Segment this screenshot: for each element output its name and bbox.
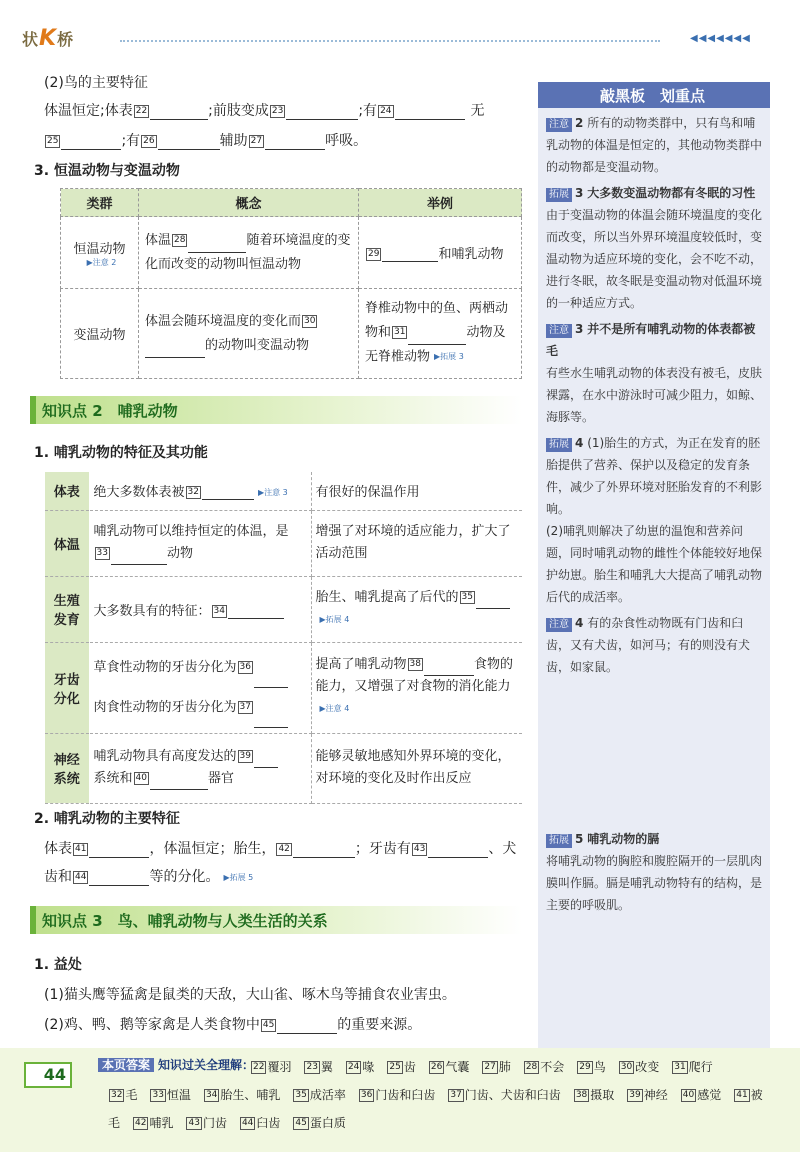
blank-number: 25 xyxy=(47,135,59,146)
extension-3 xyxy=(546,182,764,314)
kp2-title: 知识点 2 哺乳动物 xyxy=(42,402,178,420)
kp3-banner xyxy=(30,906,522,934)
answer-number: 29 xyxy=(579,1062,591,1072)
sidebar-title: 敲黑板 划重点 xyxy=(538,82,770,108)
answer-item xyxy=(185,1116,226,1130)
kp2-sub1: 1. 哺乳动物的特征及其功能 xyxy=(34,445,208,461)
kp3-sub1: 1. 益处 xyxy=(34,957,82,973)
text: 体温会随环境温度的变化而 xyxy=(145,313,302,329)
note-number: 3 xyxy=(575,186,584,200)
text: 草食性动物的牙齿分化为 xyxy=(93,659,237,675)
note-text: (2)哺乳则解决了幼崽的温饱和营养问题，同时哺乳动物的雌性个体能较好地保护幼崽。胎生和哺乳大大提高了哺乳动物后代的成活率。 xyxy=(546,524,763,604)
answer-text: 改变 xyxy=(635,1060,660,1074)
kp2-sub2: 2. 哺乳动物的主要特征 xyxy=(34,811,180,827)
answer-number: 37 xyxy=(450,1090,462,1100)
answer-text: 门齿、犬齿和臼齿 xyxy=(464,1088,561,1102)
blank-39[interactable] xyxy=(254,752,278,768)
answer-item xyxy=(108,1116,120,1130)
note-tag: 注意 xyxy=(546,118,572,132)
mammal-features-line1 xyxy=(44,838,516,858)
row-head: 体温 xyxy=(45,510,89,576)
answer-number: 34 xyxy=(205,1090,218,1100)
note-number: 4 xyxy=(575,616,584,630)
header-divider xyxy=(120,40,660,42)
extension-5 xyxy=(546,828,764,916)
blank-42[interactable] xyxy=(293,842,355,858)
answer-number: 41 xyxy=(736,1090,748,1100)
col-header: 举例 xyxy=(359,189,522,217)
answer-item xyxy=(680,1088,721,1102)
answer-text: 感觉 xyxy=(697,1088,722,1102)
answer-item xyxy=(345,1060,374,1074)
answer-item xyxy=(358,1088,435,1102)
note-number: 5 xyxy=(575,832,584,846)
blank-number: 28 xyxy=(174,234,186,245)
extension-tag: 拓展 xyxy=(546,438,572,452)
temp-table xyxy=(60,188,522,379)
table-cell xyxy=(89,576,311,642)
note-number: 2 xyxy=(575,116,584,130)
answer-item xyxy=(618,1060,659,1074)
blank-30[interactable] xyxy=(145,342,205,358)
blank-number: 36 xyxy=(239,661,251,672)
table-cell: 能够灵敏地感知外界环境的变化，对环境的变化及时作出反应 xyxy=(311,733,522,803)
table-cell xyxy=(311,642,522,733)
blank-number: 24 xyxy=(380,105,392,116)
answer-item xyxy=(626,1088,667,1102)
answer-text: 气囊 xyxy=(445,1060,470,1074)
text: ，体温恒定；胎生， xyxy=(149,841,276,857)
answer-text: 爬行 xyxy=(688,1060,713,1074)
table-cell xyxy=(311,576,522,642)
extension-4 xyxy=(546,432,764,608)
note-text: 将哺乳动物的胸腔和腹腔隔开的一层肌肉膜叫作膈。膈是哺乳动物特有的结构，是主要的呼吸肌。 xyxy=(546,854,763,912)
answer-text: 齿 xyxy=(403,1060,416,1074)
row-head: 体表 xyxy=(45,472,89,510)
note-text: 由于变温动物的体温会随环境温度的变化而改变，所以当外界环境温度较低时，变温动物为适应环境的变化，会不吃不动，进行冬眠，故冬眠是变温动物对低温环境的一种适应方式。 xyxy=(546,208,763,310)
sidebar-notes xyxy=(538,82,770,1050)
answer-text: 成活率 xyxy=(309,1088,346,1102)
answer-text: 鸟 xyxy=(593,1060,606,1074)
table-cell xyxy=(89,472,311,510)
table-cell xyxy=(89,733,311,803)
text: 、犬 xyxy=(488,841,517,857)
note-number: 4 xyxy=(575,436,584,450)
blank-32[interactable] xyxy=(202,484,254,500)
note-tag[interactable]: ▶注意 3 xyxy=(257,488,288,498)
blank-25[interactable] xyxy=(61,134,121,150)
text: 无 xyxy=(470,103,485,119)
answer-item xyxy=(239,1116,280,1130)
answer-text: 神经 xyxy=(643,1088,668,1102)
answers-row-2 xyxy=(108,1086,775,1103)
extension-tag[interactable]: ▶拓展 4 xyxy=(319,614,350,624)
answer-number: 42 xyxy=(135,1118,147,1128)
kp2-banner xyxy=(30,396,522,424)
kp3-p2 xyxy=(44,1014,421,1034)
blank-number: 30 xyxy=(304,315,316,326)
answer-number: 45 xyxy=(295,1118,307,1128)
blank-31[interactable] xyxy=(408,329,466,345)
text: 系统和 xyxy=(93,771,133,786)
brand-logo xyxy=(22,26,74,51)
blank-number: 27 xyxy=(250,135,263,146)
table-cell xyxy=(359,289,522,379)
blank-number: 37 xyxy=(239,701,251,712)
table-cell: 变温动物 xyxy=(61,289,139,379)
answer-number: 38 xyxy=(575,1090,588,1100)
extension-tag: 拓展 xyxy=(546,834,572,848)
col-header: 概念 xyxy=(139,189,359,217)
text: 脊椎动物中的鱼、两栖动物和 xyxy=(365,301,509,341)
blank-45[interactable] xyxy=(277,1018,337,1034)
text: 胎生、哺乳提高了后代的 xyxy=(315,589,459,605)
table-cell xyxy=(89,510,311,576)
text: 大多数具有的特征： xyxy=(93,603,211,619)
blank-number: 39 xyxy=(239,751,251,761)
note-tag: 注意 xyxy=(546,618,572,632)
blank-38[interactable] xyxy=(424,660,474,676)
text: 绝大多数体表被 xyxy=(93,485,185,501)
note-title: 哺乳动物的膈 xyxy=(587,832,660,846)
answer-number: 27 xyxy=(484,1062,496,1072)
blank-37[interactable] xyxy=(254,712,288,728)
table-cell xyxy=(89,642,311,733)
blank-number: 45 xyxy=(262,1019,275,1030)
answer-item xyxy=(576,1060,605,1074)
blank-33[interactable] xyxy=(111,549,167,565)
blank-29[interactable] xyxy=(382,246,438,262)
row-head: 牙齿分化 xyxy=(45,642,89,733)
blank-number: 31 xyxy=(394,327,406,338)
text: 齿和 xyxy=(44,869,72,885)
text: 的动物叫变温动物 xyxy=(205,337,310,353)
blank-number: 40 xyxy=(135,773,147,783)
table-cell xyxy=(61,217,139,289)
answer-number: 39 xyxy=(629,1090,641,1100)
text: 和哺乳动物 xyxy=(438,247,504,262)
blank-number: 34 xyxy=(213,605,225,616)
blank-number: 26 xyxy=(143,135,155,146)
row-head: 生殖发育 xyxy=(45,576,89,642)
blank-number: 23 xyxy=(271,105,284,116)
answer-number: 43 xyxy=(188,1118,200,1128)
note-3 xyxy=(546,318,764,428)
bird-line2 xyxy=(44,130,367,150)
answer-text: 翼 xyxy=(320,1060,333,1074)
answer-number: 23 xyxy=(306,1062,318,1072)
text: ;前肢变成 xyxy=(208,103,269,119)
answer-item xyxy=(386,1060,415,1074)
answer-number: 31 xyxy=(674,1062,686,1072)
answer-item xyxy=(733,1088,762,1102)
blank-24[interactable] xyxy=(395,104,465,120)
bird-subtitle: (2)鸟的主要特征 xyxy=(44,75,148,91)
row-head: 神经系统 xyxy=(45,733,89,803)
answer-item xyxy=(149,1088,190,1102)
text: 辅助 xyxy=(219,133,248,149)
blank-22[interactable] xyxy=(150,104,208,120)
page-number: 44 xyxy=(24,1062,72,1088)
extension-tag[interactable]: ▶拓展 5 xyxy=(223,872,254,882)
col-header: 类群 xyxy=(61,189,139,217)
answer-text: 肺 xyxy=(498,1060,511,1074)
table-cell: 增强了对环境的适应能力，扩大了活动范围 xyxy=(311,510,522,576)
text: 体温恒定;体表 xyxy=(44,103,133,119)
extension-tag[interactable]: ▶拓展 3 xyxy=(434,352,464,362)
mammal-features-line2 xyxy=(44,866,253,886)
blank-number: 43 xyxy=(413,843,426,854)
answer-number: 32 xyxy=(111,1090,123,1100)
text: ；牙齿有 xyxy=(354,841,411,857)
header-arrows-icon: ◀◀◀◀◀◀◀ xyxy=(690,33,751,44)
blank-number: 35 xyxy=(461,591,473,602)
blank-number: 38 xyxy=(409,659,421,670)
answer-text: 门齿 xyxy=(202,1116,227,1130)
answer-number: 25 xyxy=(389,1062,401,1072)
blank-number: 29 xyxy=(368,249,380,259)
blank-35[interactable] xyxy=(476,593,510,609)
answer-item xyxy=(132,1116,173,1130)
text: 随着环境温度的变化而改变的动物叫恒温动物 xyxy=(145,232,351,272)
answer-text: 门齿和臼齿 xyxy=(375,1088,436,1102)
answer-text: 胎生、哺乳 xyxy=(220,1088,281,1102)
text: 等的分化。 xyxy=(149,869,220,885)
section3-title: 3. 恒温动物与变温动物 xyxy=(34,163,180,179)
text: 的重要来源。 xyxy=(337,1017,422,1033)
sidebar-body xyxy=(546,112,764,916)
blank-number: 33 xyxy=(96,548,108,558)
answer-item xyxy=(303,1060,332,1074)
blank-28[interactable] xyxy=(188,237,246,253)
answer-item xyxy=(573,1088,614,1102)
table-cell xyxy=(139,217,359,289)
kp3-title: 知识点 3 鸟、哺乳动物与人类生活的关系 xyxy=(42,912,328,930)
text: ;有 xyxy=(121,133,141,149)
blank-number: 41 xyxy=(75,843,87,854)
answers-box-label: 本页答案 xyxy=(98,1058,154,1072)
text: 肉食性动物的牙齿分化为 xyxy=(93,699,237,715)
answer-footer xyxy=(0,1048,800,1152)
answer-text: 哺乳 xyxy=(149,1116,174,1130)
blank-41[interactable] xyxy=(89,842,149,858)
answer-number: 28 xyxy=(525,1062,538,1072)
blank-number: 42 xyxy=(278,843,290,854)
table-cell xyxy=(359,217,522,289)
blank-34[interactable] xyxy=(228,603,284,619)
note-tag[interactable]: ▶注意 4 xyxy=(319,704,350,714)
answer-item xyxy=(292,1116,345,1130)
blank-number: 32 xyxy=(187,487,199,498)
text: 体表 xyxy=(44,841,72,857)
answer-number: 22 xyxy=(253,1062,265,1072)
answer-number: 44 xyxy=(241,1118,254,1128)
blank-number: 22 xyxy=(135,105,148,116)
answer-text: 恒温 xyxy=(166,1088,191,1102)
note-text: 有些水生哺乳动物的体表没有被毛，皮肤裸露，在水中游泳时可减少阻力，如鲸、海豚等。 xyxy=(546,366,763,424)
note-text: (1)胎生的方式，为正在发育的胚胎提供了营养、保护以及稳定的发育条件，减少了外界环境对胚胎发育的不利影响。 xyxy=(546,436,763,516)
answers-row-3 xyxy=(108,1114,358,1131)
text: 食物的能力，又增强了对食物的消化能力 xyxy=(315,657,513,695)
blank-23[interactable] xyxy=(286,104,358,120)
answer-item xyxy=(428,1060,469,1074)
answer-text: 被 xyxy=(750,1088,763,1102)
answer-number: 24 xyxy=(347,1062,360,1072)
logo-text-a: 状 xyxy=(22,30,40,49)
text: 体温 xyxy=(145,232,172,248)
blank-43[interactable] xyxy=(428,842,488,858)
text: 动物及无脊椎动物 xyxy=(365,325,506,365)
text: 动物 xyxy=(166,546,193,561)
answer-item xyxy=(250,1060,291,1074)
extension-tag: 拓展 xyxy=(546,188,572,202)
answer-number: 26 xyxy=(430,1062,443,1072)
text: 提高了哺乳动物 xyxy=(315,657,407,673)
answers-title xyxy=(98,1056,254,1073)
answer-text: 毛 xyxy=(108,1116,121,1130)
answer-number: 36 xyxy=(360,1090,373,1100)
mammal-table xyxy=(45,472,522,804)
answer-item xyxy=(447,1088,560,1102)
text: ;有 xyxy=(358,103,378,119)
blank-number: 44 xyxy=(75,871,87,882)
answer-number: 30 xyxy=(620,1062,633,1072)
answer-item xyxy=(481,1060,510,1074)
answer-text: 摄取 xyxy=(590,1088,615,1102)
note-2 xyxy=(546,112,764,178)
note-text: 所有的动物类群中，只有鸟和哺乳动物的体温是恒定的，其他动物类群中的动物都是变温动物。 xyxy=(546,116,763,174)
blank-36[interactable] xyxy=(254,672,288,688)
text: 呼吸。 xyxy=(325,133,368,149)
answer-item xyxy=(203,1088,280,1102)
answer-text: 覆羽 xyxy=(267,1060,292,1074)
group-name: 恒温动物 xyxy=(73,241,126,257)
text: 器官 xyxy=(207,771,234,786)
answer-text: 蛋白质 xyxy=(309,1116,346,1130)
answers-row-1 xyxy=(250,1058,725,1075)
logo-text-b: 桥 xyxy=(57,30,75,49)
answer-item xyxy=(108,1088,137,1102)
blank-26[interactable] xyxy=(158,134,220,150)
note-number: 3 xyxy=(575,322,584,336)
answer-number: 40 xyxy=(682,1090,695,1100)
answer-text: 臼齿 xyxy=(256,1116,281,1130)
blank-40[interactable] xyxy=(150,774,208,790)
answer-item xyxy=(292,1088,345,1102)
table-cell xyxy=(139,289,359,379)
blank-27[interactable] xyxy=(265,134,325,150)
page-header xyxy=(0,0,800,58)
answer-item xyxy=(523,1060,564,1074)
answer-number: 33 xyxy=(152,1090,164,1100)
answer-item xyxy=(671,1060,712,1074)
note-tag[interactable]: ▶注意 2 xyxy=(86,257,117,267)
answer-text: 喙 xyxy=(362,1060,375,1074)
note-title: 大多数变温动物都有冬眠的习性 xyxy=(587,186,756,200)
answer-text: 毛 xyxy=(125,1088,138,1102)
text: 哺乳动物可以维持恒定的体温，是 xyxy=(93,524,289,539)
kp3-p1: (1)猫头鹰等猛禽是鼠类的天敌，大山雀、啄木鸟等捕食农业害虫。 xyxy=(44,987,456,1003)
answer-number: 35 xyxy=(295,1090,307,1100)
answer-text: 不会 xyxy=(540,1060,565,1074)
answers-heading: 知识过关全理解： xyxy=(158,1058,255,1072)
text: 哺乳动物具有高度发达的 xyxy=(93,749,237,764)
note-text: 有的杂食性动物既有门齿和臼齿，又有犬齿，如河马；有的则没有犬齿，如家鼠。 xyxy=(546,616,751,674)
text: (2)鸡、鸭、鹅等家禽是人类食物中 xyxy=(44,1017,260,1033)
note-tag: 注意 xyxy=(546,324,572,338)
note-title: 并不是所有哺乳动物的体表都被毛 xyxy=(546,322,756,358)
note-4 xyxy=(546,612,764,678)
blank-44[interactable] xyxy=(89,870,149,886)
bird-line1 xyxy=(44,100,485,120)
table-cell: 有很好的保温作用 xyxy=(311,472,522,510)
logo-k: K xyxy=(39,26,58,51)
